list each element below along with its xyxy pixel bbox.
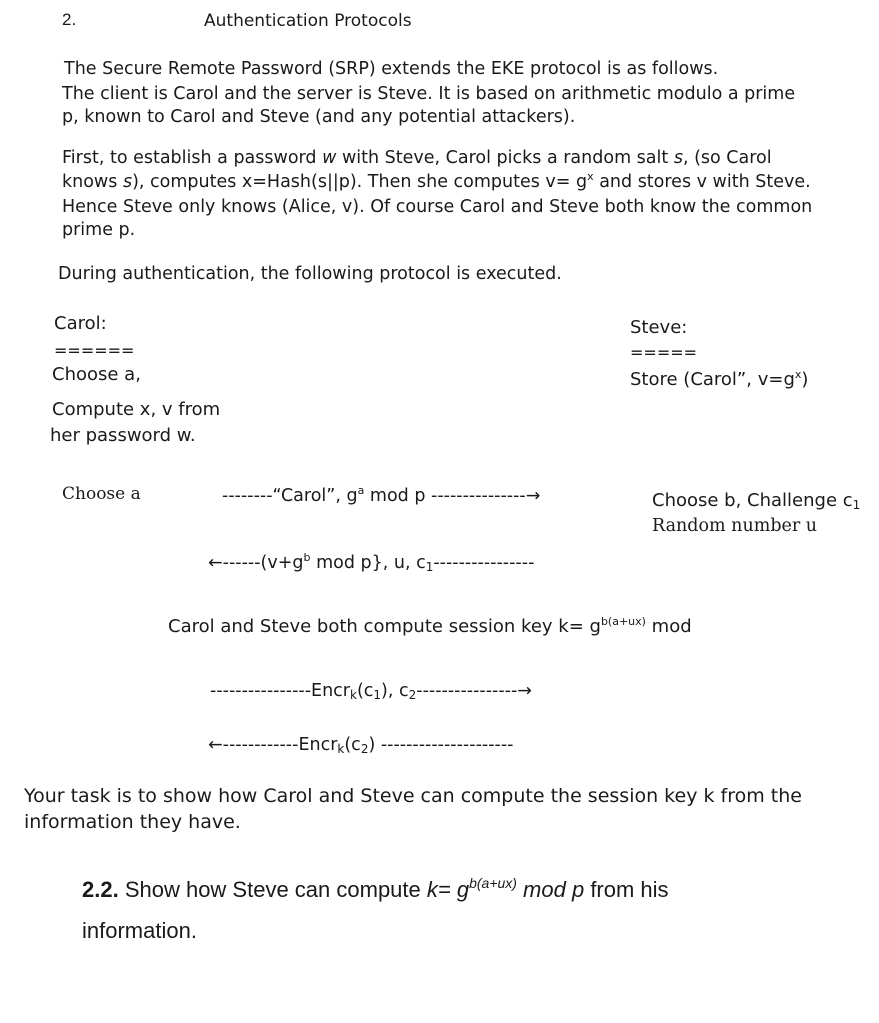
text: Carol and Steve both compute session key k= g	[168, 616, 601, 637]
text: Choose b, Challenge c	[652, 490, 853, 511]
carol-choose: Choose a,	[52, 364, 141, 385]
text: ----------------Encr	[210, 681, 350, 701]
text: ←------(v+g	[208, 553, 304, 573]
carol-compute-line-2: her password w.	[50, 425, 196, 446]
text: mod	[645, 616, 692, 637]
question-number: 2.	[62, 10, 77, 29]
subscript: k	[350, 688, 357, 702]
text: (c	[356, 681, 374, 701]
subscript: 2	[360, 742, 369, 756]
formula: k= g	[426, 877, 470, 902]
subscript: k	[337, 742, 345, 756]
subscript: 1	[852, 498, 861, 512]
question-number: 2.2.	[82, 877, 119, 902]
intro-p2-line-4: prime p.	[62, 220, 136, 240]
steve-choose-line-2: Random number u	[652, 516, 818, 536]
intro-p2-line-1	[62, 147, 772, 169]
subscript: 1	[425, 560, 434, 574]
question-2-2	[82, 877, 669, 903]
text: with Steve, Carol picks a random salt	[336, 148, 674, 168]
text: First, to establish a password	[62, 148, 323, 168]
steve-header: Steve:	[630, 317, 688, 338]
steve-store	[630, 369, 808, 391]
intro-line-2: The client is Carol and the server is Steve. It is based on arithmetic modulo a prime	[62, 84, 796, 104]
message-2	[208, 552, 534, 574]
subscript: 1	[373, 688, 382, 702]
superscript: x	[587, 170, 594, 183]
text: s	[122, 172, 133, 192]
section-title: Authentication Protocols	[204, 11, 412, 31]
superscript: b	[303, 551, 311, 564]
text: mod p}, u, c	[310, 553, 426, 573]
superscript: b(a+ux)	[469, 875, 517, 891]
intro-line-3: p, known to Carol and Steve (and any potential attackers).	[62, 107, 576, 127]
superscript: b(a+ux)	[600, 615, 646, 628]
steve-underline: =====	[630, 343, 698, 362]
intro-p2-line-3: Hence Steve only knows (Alice, v). Of course Carol and Steve both know the common	[62, 197, 813, 217]
intro-p2-line-2	[62, 171, 811, 193]
text: Store (Carol”, v=g	[630, 369, 795, 390]
subscript: 2	[408, 688, 417, 702]
carol-underline: ======	[54, 341, 135, 360]
carol-header: Carol:	[54, 313, 107, 334]
text: --------“Carol”, g	[222, 486, 358, 506]
text: and stores v with Steve.	[593, 172, 811, 192]
message-4	[208, 734, 513, 756]
message-1	[222, 485, 540, 507]
text: ), c	[381, 681, 409, 701]
text: ) ---------------------	[368, 735, 514, 755]
task-line-2: information they have.	[24, 811, 241, 833]
carol-choose-a: Choose a	[62, 484, 141, 504]
text: ----------------→	[416, 681, 532, 701]
message-3	[210, 680, 532, 702]
text: Show how Steve can compute	[118, 877, 427, 902]
text: ←------------Encr	[208, 735, 338, 755]
text: s	[673, 148, 683, 168]
steve-choose-line-1	[652, 490, 860, 512]
question-2-2-line-2: information.	[82, 918, 197, 943]
superscript: x	[794, 368, 802, 381]
text: w	[322, 148, 337, 168]
text: )	[801, 369, 809, 390]
text: knows	[62, 172, 123, 192]
text: from his	[584, 877, 669, 902]
text: ), computes x=Hash(s||p). Then she computes v= g	[132, 172, 588, 192]
text: , (so Carol	[682, 148, 772, 168]
text: ----------------	[433, 553, 535, 573]
superscript: a	[357, 484, 365, 497]
text: mod p ---------------→	[364, 486, 541, 506]
intro-line-1: The Secure Remote Password (SRP) extends the EKE protocol is as follows.	[64, 59, 719, 79]
session-key-line	[168, 616, 692, 638]
task-line-1: Your task is to show how Carol and Steve can compute the session key k from the	[24, 785, 802, 807]
text: (c	[344, 735, 361, 755]
intro-p3: During authentication, the following protocol is executed.	[58, 264, 562, 284]
carol-compute-line-1: Compute x, v from	[52, 399, 221, 420]
formula: mod p	[516, 877, 585, 902]
